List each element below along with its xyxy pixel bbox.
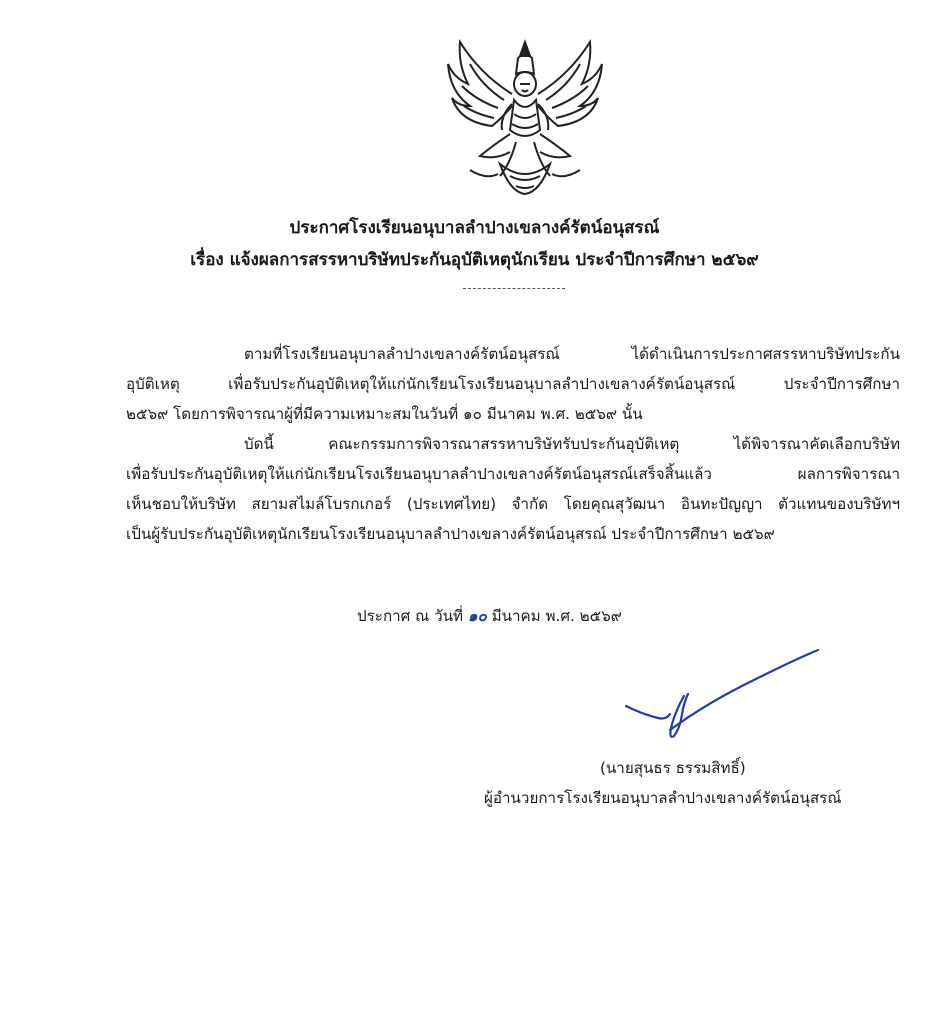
body-line: เห็นชอบให้บริษัท สยามสไมล์โบรกเกอร์ (ประเทศไทย) จำกัด โดยคุณสุวัฒนา อินทะปัญญา ตัวแทนของบริษัทฯ bbox=[126, 495, 900, 513]
announcement-date bbox=[357, 604, 622, 628]
signer-position: ผู้อำนวยการโรงเรียนอนุบาลลำปางเขลางค์รัตน์อนุสรณ์ bbox=[484, 789, 842, 807]
body-line: ตามที่โรงเรียนอนุบาลลำปางเขลางค์รัตน์อนุสรณ์ ได้ดำเนินการประกาศสรรหาบริษัทประกัน bbox=[244, 345, 900, 363]
body-line: อุบัติเหตุ เพื่อรับประกันอุบัติเหตุให้แก่นักเรียนโรงเรียนอนุบาลลำปางเขลางค์รัตน์อนุสรณ์ ประจำปีการศึกษา bbox=[126, 375, 900, 393]
date-suffix: มีนาคม พ.ศ. ๒๕๖๙ bbox=[486, 607, 622, 625]
announcement-title: ประกาศโรงเรียนอนุบาลลำปางเขลางค์รัตน์อนุสรณ์ bbox=[289, 218, 660, 238]
date-prefix: ประกาศ ณ วันที่ bbox=[357, 607, 468, 625]
handwritten-signature bbox=[618, 644, 828, 744]
body-line: เพื่อรับประกันอุบัติเหตุให้แก่นักเรียนโรงเรียนอนุบาลลำปางเขลางค์รัตน์อนุสรณ์เสร็จสิ้นแล้ว ผลการพิจารณา bbox=[126, 465, 900, 483]
handwritten-day: ๑๐ bbox=[467, 607, 487, 625]
garuda-emblem-icon bbox=[440, 34, 610, 206]
body-line: บัดนี้ คณะกรรมการพิจารณาสรรหาบริษัทรับประกันอุบัติเหตุ ได้พิจารณาคัดเลือกบริษัท bbox=[244, 435, 900, 453]
announcement-subject: เรื่อง แจ้งผลการสรรหาบริษัทประกันอุบัติเหตุนักเรียน ประจำปีการศึกษา ๒๕๖๙ bbox=[190, 250, 759, 270]
title-divider bbox=[463, 288, 565, 289]
body-line: ๒๕๖๙ โดยการพิจารณาผู้ที่มีความเหมาะสมในวันที่ ๑๐ มีนาคม พ.ศ. ๒๕๖๙ นั้น bbox=[126, 405, 643, 423]
signer-name: (นายสุนธร ธรรมสิทธิ์) bbox=[600, 759, 746, 777]
body-line: เป็นผู้รับประกันอุบัติเหตุนักเรียนโรงเรียนอนุบาลลำปางเขลางค์รัตน์อนุสรณ์ ประจำปีการศึกษา ๒๕๖๙ bbox=[126, 525, 775, 543]
